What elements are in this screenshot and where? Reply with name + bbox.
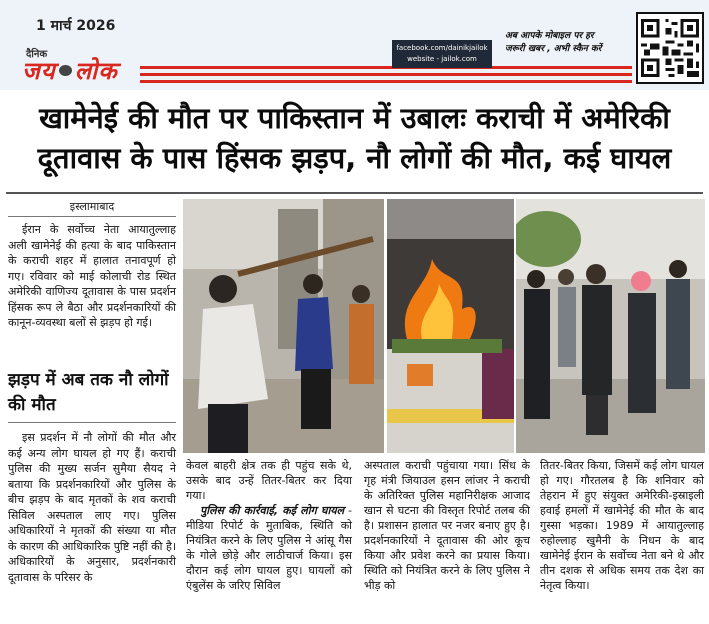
masthead-rule (140, 66, 632, 69)
issue-date: 1 मार्च 2026 (36, 18, 116, 34)
facebook-link[interactable]: facebook.com/dainikjailok (396, 44, 488, 52)
column-paragraph: अस्पताल कराची पहुंचाया गया। सिंध के गृह मंत्री जियाउल हसन लांजर ने कराची के अतिरिक्त पुलिस महानिरीक्षक आजाद खान से घटना की विस्तृत रिपोर्ट तलब की है। प्रशासन हालात पर नजर बनाए हुए है। प्रदर्शनकारियों ने दूतावास की ओर कूच किया और प्रवेश करने का प्रयास किया। स्थिति को नियंत्रित करने के लिए पुलिस ने भीड़ को (364, 459, 530, 592)
masthead-rule (140, 73, 632, 76)
logo-word-left: जय (22, 57, 56, 85)
logo-prefix: दैनिक (26, 49, 48, 60)
body-paragraph: इस प्रदर्शन में नौ लोगों की मौत और कई अन्य लोग घायल हो गए हैं। कराची पुलिस की मुख्य सर्जन सुमैया सैयद ने बताया कि प्रदर्शनकारियों और पुलिस के बीच झड़प के बाद मृतकों के शव कराची सिविल अस्पताल लाए गए। पुलिस अधिकारियों ने मृतकों की संख्या या मौत के कारण की आधिकारिक पुष्टि नहीं की है। अधिकारियों के अनुसार, प्रदर्शनकारी दूतावास के परिसर के (8, 431, 176, 584)
newspaper-logo (22, 58, 118, 84)
dateline: इस्लामाबाद (69, 200, 115, 213)
photo-fire-at-building (387, 199, 514, 453)
masthead-rule (140, 80, 632, 83)
subhead-divider (8, 422, 176, 423)
social-links-box (392, 40, 492, 68)
main-headline (0, 98, 709, 178)
tagline-line: अब आपके मोबाइल पर हर (505, 31, 594, 41)
photo-crowd-of-protesters (516, 199, 705, 453)
inline-subhead: पुलिस की कार्रवाई, कई लोग घायल (200, 504, 345, 517)
logo-word-right: लोक (74, 57, 118, 85)
column-paragraph: तितर-बितर किया, जिसमें कई लोग घायल हो गए। गौरतलब है कि शनिवार को तेहरान में हुए संयुक्त अमेरिकी-इस्राइली हवाई हमलों में खामेनेई की मौत के बाद गुस्सा भड़का। 1989 में आयातुल्लाह रुहोल्लाह खुमैनी के निधन के बाद खामेनेई ईरान के सर्वोच्च नेता बने थे और तीन दशक से अधिक समय तक देश का नेतृत्व किया। (540, 459, 704, 592)
article-column-2 (186, 458, 352, 593)
headline-line-2: दूतावास के पास हिंसक झड़प, नौ लोगों की मौत, कई घायल (37, 141, 672, 175)
section-subhead: झड़प में अब तक नौ लोगों की मौत (8, 370, 169, 415)
column-paragraph (186, 503, 352, 593)
masthead (0, 0, 709, 90)
headline-line-1: खामेनेई की मौत पर पाकिस्तान में उबालः कराची में अमेरिकी (39, 101, 670, 135)
column-paragraph: केवल बाहरी क्षेत्र तक ही पहुंच सके थे, उसके बाद उन्हें तितर-बितर कर दिया गया। (186, 459, 352, 502)
website-link[interactable]: website - jailok.com (407, 55, 477, 63)
column-paragraph-text: - मीडिया रिपोर्ट के मुताबिक, स्थिति को नियंत्रित करने के लिए पुलिस ने आंसू गैस के गोले छोड़े और लाठीचार्ज किया। इस दौरान कई लोग घायल हुए। घायलों को एंबुलेंस के जरिए सिविल (186, 504, 352, 592)
dateline-divider (8, 216, 176, 217)
article-column-3 (364, 458, 530, 593)
qr-code-icon[interactable] (636, 12, 704, 84)
article-column-4 (540, 458, 704, 593)
photo-protester-with-stick (183, 199, 384, 453)
scan-tagline (505, 30, 602, 56)
headline-divider (6, 192, 703, 194)
tagline-line: जरूरी खबर , अभी स्कैन करें (505, 44, 602, 54)
lead-paragraph: ईरान के सर्वोच्च नेता आयातुल्लाह अली खामेनेई की हत्या के बाद पाकिस्तान के कराची शहर में हालात तनावपूर्ण हो गए। रविवार को माई कोलाची रोड स्थित अमेरिकी वाणिज्य दूतावास के पास प्रदर्शन हिंसक रूप ले बैठा और प्रदर्शनकारियों की कानून-व्यवस्था बलों से झड़प हो गई। (8, 223, 176, 329)
logo-globe-icon (59, 65, 72, 76)
